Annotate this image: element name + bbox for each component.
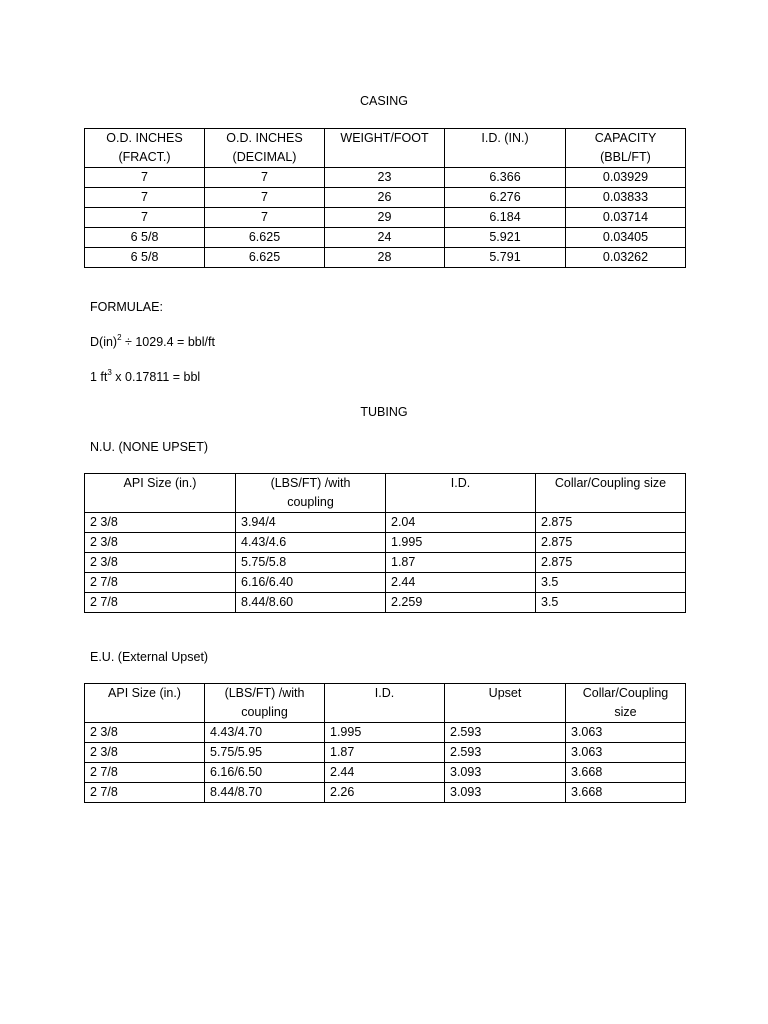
table-cell: 2 3/8 xyxy=(85,533,236,553)
col-api-size-header: API Size (in.) xyxy=(85,684,205,723)
table-cell: 0.03833 xyxy=(566,188,686,208)
table-cell: 2.44 xyxy=(386,573,536,593)
table-cell: 3.063 xyxy=(566,723,686,743)
table-cell: 2.593 xyxy=(445,723,566,743)
table-header-row xyxy=(85,129,686,168)
table-cell: 6.16/6.50 xyxy=(205,763,325,783)
table-cell: 1.87 xyxy=(325,743,445,763)
table-cell: 3.668 xyxy=(566,763,686,783)
table-cell: 2.593 xyxy=(445,743,566,763)
eu-table xyxy=(84,683,686,803)
table-row xyxy=(85,533,686,553)
table-cell: 6 5/8 xyxy=(85,248,205,268)
col-weight-header: WEIGHT/FOOT xyxy=(325,129,445,168)
table-cell: 2.875 xyxy=(536,553,686,573)
col-od-decimal-header: O.D. INCHES (DECIMAL) xyxy=(205,129,325,168)
table-cell: 23 xyxy=(325,168,445,188)
table-cell: 2.875 xyxy=(536,513,686,533)
table-cell: 7 xyxy=(205,168,325,188)
table-cell: 2 3/8 xyxy=(85,743,205,763)
table-cell: 29 xyxy=(325,208,445,228)
table-row xyxy=(85,513,686,533)
table-cell: 2 3/8 xyxy=(85,723,205,743)
table-cell: 2 7/8 xyxy=(85,783,205,803)
casing-title: CASING xyxy=(360,94,408,108)
table-row xyxy=(85,783,686,803)
table-cell: 1.87 xyxy=(386,553,536,573)
table-cell: 2 3/8 xyxy=(85,553,236,573)
table-cell: 6.184 xyxy=(445,208,566,228)
table-cell: 26 xyxy=(325,188,445,208)
table-row xyxy=(85,593,686,613)
table-row xyxy=(85,208,686,228)
table-cell: 3.668 xyxy=(566,783,686,803)
table-cell: 4.43/4.6 xyxy=(236,533,386,553)
casing-table xyxy=(84,128,686,268)
table-row xyxy=(85,168,686,188)
table-cell: 0.03405 xyxy=(566,228,686,248)
table-cell: 6.276 xyxy=(445,188,566,208)
table-header-row xyxy=(85,684,686,723)
formula-barrels-per-foot: D(in)$^2$ ÷ 1029.4 = bbl/ft xyxy=(90,333,215,349)
table-cell: 5.75/5.95 xyxy=(205,743,325,763)
table-cell: 1.995 xyxy=(386,533,536,553)
table-row xyxy=(85,248,686,268)
table-cell: 6 5/8 xyxy=(85,228,205,248)
table-cell: 6.625 xyxy=(205,248,325,268)
table-row xyxy=(85,573,686,593)
col-id-header: I.D. (IN.) xyxy=(445,129,566,168)
col-api-size-header: API Size (in.) xyxy=(85,474,236,513)
table-cell: 2 7/8 xyxy=(85,573,236,593)
tubing-title: TUBING xyxy=(360,405,408,419)
table-cell: 7 xyxy=(85,188,205,208)
table-row xyxy=(85,723,686,743)
table-cell: 1.995 xyxy=(325,723,445,743)
table-cell: 3.94/4 xyxy=(236,513,386,533)
table-row xyxy=(85,188,686,208)
nu-heading: N.U. (NONE UPSET) xyxy=(90,440,209,454)
table-cell: 5.75/5.8 xyxy=(236,553,386,573)
table-cell: 8.44/8.60 xyxy=(236,593,386,613)
col-collar-size-header: Collar/Coupling size xyxy=(536,474,686,513)
table-cell: 3.5 xyxy=(536,593,686,613)
table-cell: 2 3/8 xyxy=(85,513,236,533)
formulae-heading: FORMULAE: xyxy=(90,300,163,314)
table-cell: 5.921 xyxy=(445,228,566,248)
table-cell: 3.5 xyxy=(536,573,686,593)
table-cell: 2.259 xyxy=(386,593,536,613)
table-cell: 0.03262 xyxy=(566,248,686,268)
table-cell: 7 xyxy=(85,168,205,188)
table-cell: 2 7/8 xyxy=(85,763,205,783)
table-cell: 7 xyxy=(205,188,325,208)
table-cell: 28 xyxy=(325,248,445,268)
table-cell: 2.26 xyxy=(325,783,445,803)
col-id-header: I.D. xyxy=(325,684,445,723)
col-upset-header: Upset xyxy=(445,684,566,723)
eu-heading: E.U. (External Upset) xyxy=(90,650,209,664)
col-weight-header: (LBS/FT) /with coupling xyxy=(236,474,386,513)
table-cell: 24 xyxy=(325,228,445,248)
table-cell: 2.44 xyxy=(325,763,445,783)
table-row xyxy=(85,743,686,763)
col-collar-size-header: Collar/Coupling size xyxy=(566,684,686,723)
table-cell: 3.093 xyxy=(445,783,566,803)
table-cell: 2.875 xyxy=(536,533,686,553)
col-id-header: I.D. xyxy=(386,474,536,513)
table-cell: 7 xyxy=(205,208,325,228)
table-cell: 6.625 xyxy=(205,228,325,248)
table-row xyxy=(85,763,686,783)
table-cell: 2.04 xyxy=(386,513,536,533)
formula-cubic-feet-to-barrels: 1 $ft^3$ x 0.17811 = bbl xyxy=(90,368,201,384)
table-cell: 7 xyxy=(85,208,205,228)
table-row xyxy=(85,228,686,248)
table-cell: 4.43/4.70 xyxy=(205,723,325,743)
col-capacity-header: CAPACITY (BBL/FT) xyxy=(566,129,686,168)
col-weight-header: (LBS/FT) /with coupling xyxy=(205,684,325,723)
col-od-fract-header: O.D. INCHES (FRACT.) xyxy=(85,129,205,168)
table-cell: 0.03714 xyxy=(566,208,686,228)
table-cell: 3.093 xyxy=(445,763,566,783)
nu-table xyxy=(84,473,686,613)
table-row xyxy=(85,553,686,573)
table-cell: 3.063 xyxy=(566,743,686,763)
table-cell: 6.16/6.40 xyxy=(236,573,386,593)
table-cell: 0.03929 xyxy=(566,168,686,188)
table-cell: 5.791 xyxy=(445,248,566,268)
table-cell: 2 7/8 xyxy=(85,593,236,613)
table-header-row xyxy=(85,474,686,513)
table-cell: 8.44/8.70 xyxy=(205,783,325,803)
table-cell: 6.366 xyxy=(445,168,566,188)
